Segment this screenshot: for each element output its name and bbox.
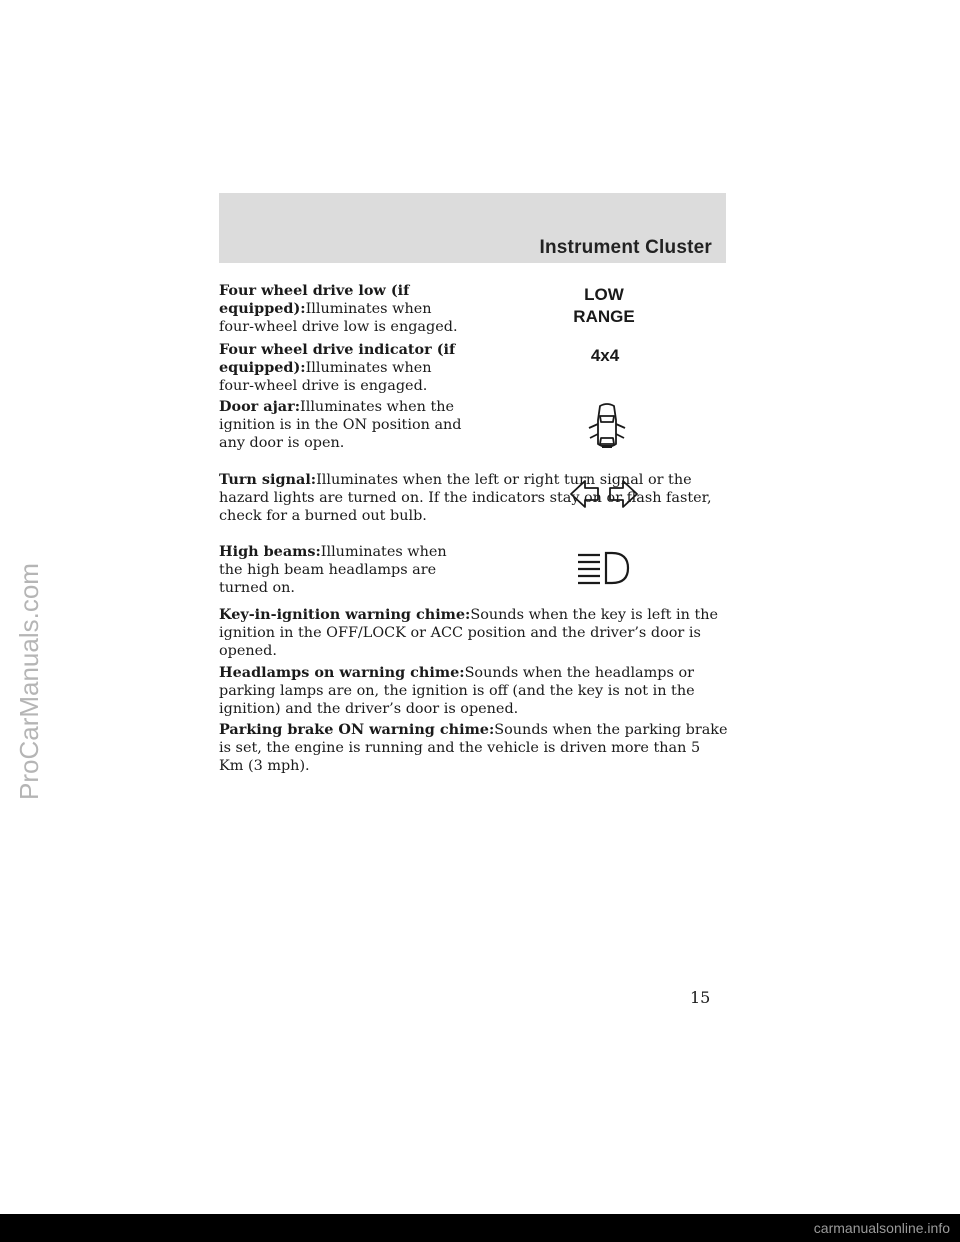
four-by-four-indicator: 4x4 [590,346,620,365]
entry-term: Four wheel drive low (if equipped): [219,282,410,317]
entry-term: Four wheel drive indicator (if equipped): [219,341,456,376]
entry-4wd-indicator [219,341,464,395]
entry-term: Key-in-ignition warning chime: [219,606,471,623]
watermark-text: ProCarManuals.com [14,563,44,800]
entry-text: Illuminates when the ignition is in the ON position and any door is open. [219,399,462,451]
high-beam-icon [576,551,632,585]
door-ajar-icon [583,398,631,456]
entry-4wd-low [219,282,464,336]
entry-door-ajar [219,398,464,452]
entry-turn-signal [219,471,729,525]
entry-term: Parking brake ON warning chime: [219,721,495,738]
entry-text: Sounds when the headlamps or parking lamps are on, the ignition is off (and the key is not in the ignition) and the driver’s door is opened. [219,665,695,717]
entry-text: Illuminates when four-wheel drive is engaged. [219,360,432,394]
low-range-line1: LOW [584,285,624,304]
entry-high-beams [219,543,464,597]
right-arrow-icon [610,481,637,507]
watermark [8,512,48,802]
entry-key-in-ignition-chime [219,606,729,660]
entry-term: Turn signal: [219,471,317,488]
entry-term: Door ajar: [219,398,301,415]
footer-url: carmanualsonline.info [813,1220,950,1236]
entry-parking-brake-chime [219,721,729,775]
low-range-line2: RANGE [573,307,635,326]
entry-headlamps-on-chime [219,664,729,718]
low-range-indicator [554,284,654,328]
entry-text: Sounds when the key is left in the ignition in the OFF/LOCK or ACC position and the driver’s door is opened. [219,607,719,659]
left-arrow-icon [571,481,598,507]
section-header-band [219,193,726,263]
section-title: Instrument Cluster [539,237,712,258]
turn-signal-icon [568,477,640,511]
entry-term: High beams: [219,543,321,560]
entry-text: Illuminates when four-wheel drive low is engaged. [219,301,458,335]
page-number: 15 [690,988,711,1007]
entry-text: Sounds when the parking brake is set, the engine is running and the vehicle is driven more than 5 Km (3 mph). [219,722,728,774]
footer-bar [0,1214,960,1242]
entry-text: Illuminates when the left or right turn signal or the hazard lights are turned on. If the indicators stay on or flash faster, check for a burned out bulb. [219,472,712,524]
entry-text: Illuminates when the high beam headlamps are turned on. [219,544,447,596]
entry-term: Headlamps on warning chime: [219,664,465,681]
